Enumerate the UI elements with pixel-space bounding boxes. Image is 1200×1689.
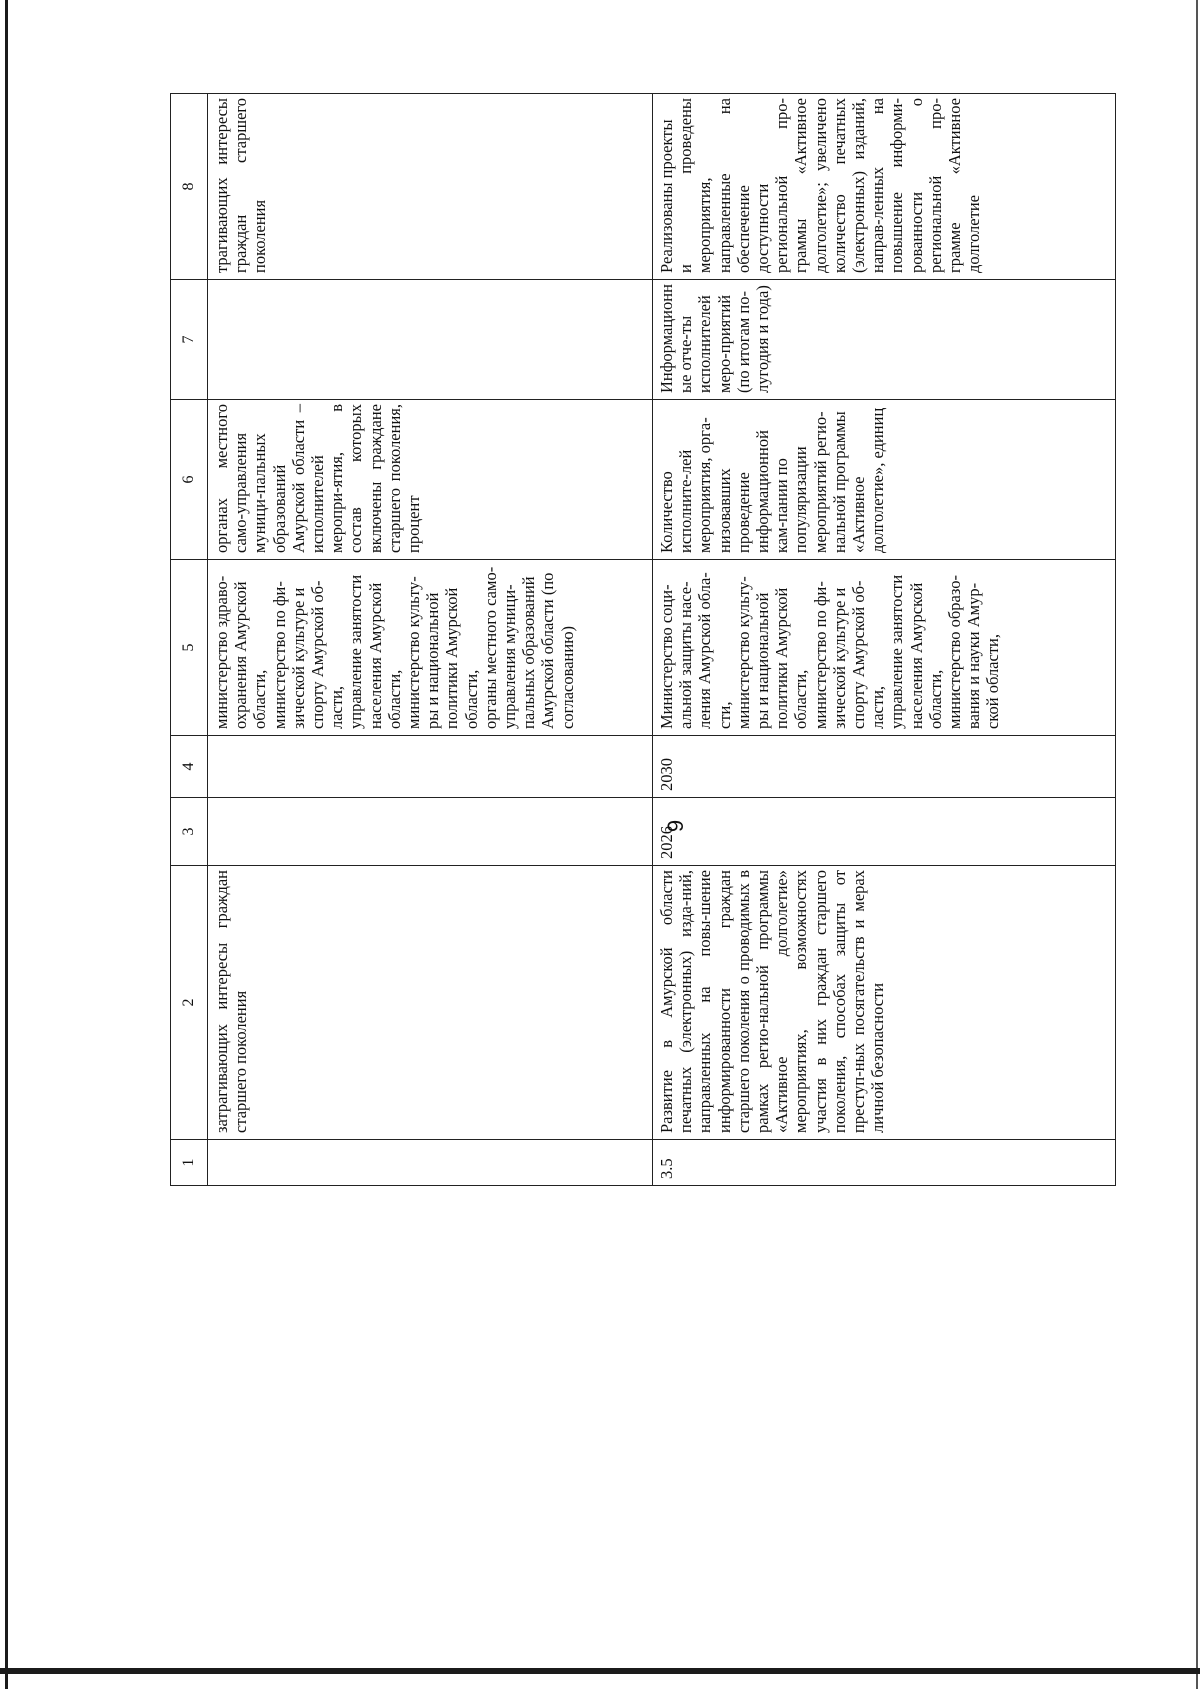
start-year-cell xyxy=(208,798,653,866)
rotated-table-container xyxy=(170,94,1108,1186)
activity-name-cell: затрагивающих интересы граждан старшего поколения xyxy=(208,866,653,1140)
column-header: 3 xyxy=(171,798,208,866)
source-cell: Информационные отче-ты исполнителей меро-приятий (по итогам по-лугодия и года) xyxy=(653,280,1116,400)
indicator-cell: органах местного само-управления муници-пальных образований Амурской области – исполнителей меропри-ятия, в состав которых включены граждане старшего поколения, процент xyxy=(208,400,653,560)
page-number: 9 xyxy=(663,819,689,833)
indicator-cell: Количество исполните-лей мероприятия, орга-низовавших проведение информационной кам-пании по популяризации мероприятий регио-нальной программы «Активное долголетие», единиц xyxy=(653,400,1116,560)
end-year-cell: 2030 xyxy=(653,736,1116,798)
column-header: 6 xyxy=(171,400,208,560)
program-activities-table xyxy=(170,93,1116,1186)
start-year-cell: 2026 xyxy=(653,798,1116,866)
end-year-cell xyxy=(208,736,653,798)
executors-cell: Министерство соци-альной защиты насе-ления Амурской обла-сти, министерство культу-ры и национальной политики Амурской области, министерство по фи-зической культуре и спорту Амурской об-ласти, управление занятости населения Амурской области, министерство образо-вания и науки Амур-ской области, xyxy=(653,560,1116,736)
row-number-cell xyxy=(208,1140,653,1186)
activity-name-cell: Развитие в Амурской области печатных (электронных) изда-ний, направленных на повы-шение информированности граждан старшего поколения о проводимых в рамках регио-нальной программы «Активное долголетие» мероприятиях, возможностях участия в них граждан старшего поколения, способах защиты от преступ-ных посягательств и мерах личной безопасности xyxy=(653,866,1116,1140)
column-header: 5 xyxy=(171,560,208,736)
column-header: 7 xyxy=(171,280,208,400)
result-cell: трагивающих интересы граждан старшего поколения xyxy=(208,94,653,280)
page-edge-left xyxy=(5,0,8,1689)
executors-cell: министерство здраво-охранения Амурской области, министерство по фи-зической культуре и спорту Амурской об-ласти, управление занятости населения Амурской области, министерство культу-ры и национальной политики Амурской области, органы местного само-управления муници-пальных образований Амурской области (по согласованию) xyxy=(208,560,653,736)
table-row xyxy=(653,94,1116,1186)
page-edge-right xyxy=(1196,0,1198,1689)
result-cell: Реализованы проекты и проведены мероприятия, направленные на обеспечение доступности региональной про-граммы «Активное долголетие»; увеличено количество печатных (электронных) изданий, направ-ленных на повышение информи-рованности о региональной про-грамме «Активное долголетие xyxy=(653,94,1116,280)
row-number-cell: 3.5 xyxy=(653,1140,1116,1186)
column-header: 1 xyxy=(171,1140,208,1186)
column-header: 8 xyxy=(171,94,208,280)
page-edge-bottom xyxy=(0,1668,1200,1674)
column-header: 4 xyxy=(171,736,208,798)
column-header: 2 xyxy=(171,866,208,1140)
column-number-header-row xyxy=(171,94,208,1186)
table-row xyxy=(208,94,653,1186)
source-cell xyxy=(208,280,653,400)
